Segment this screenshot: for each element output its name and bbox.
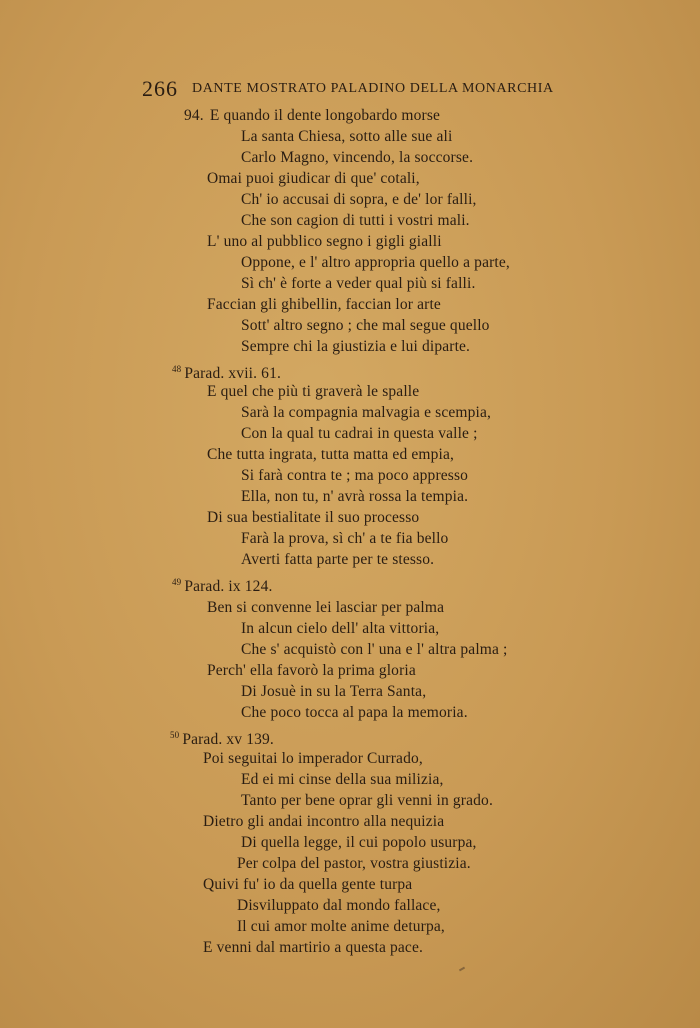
verse-line: Ch' io accusai di sopra, e de' lor falli, — [241, 191, 477, 208]
page-number: 266 — [142, 76, 178, 101]
footnote-number: 50 — [170, 730, 180, 740]
verse-line: Perch' ella favorò la prima gloria — [207, 662, 416, 679]
verse-line: Si farà contra te ; ma poco appresso — [241, 467, 469, 484]
verse-line: Sempre chi la giustizia e lui diparte. — [241, 338, 471, 355]
verse-line: Di sua bestialitate il suo processo — [207, 509, 420, 526]
verse-line: L' uno al pubblico segno i gigli gialli — [207, 233, 442, 250]
verse-line: La santa Chiesa, sotto alle sue ali — [241, 128, 453, 145]
verse-line: Con la qual tu cadrai in questa valle ; — [241, 425, 478, 442]
footnote-heading: $^{48}$ Parad. xvii. 61. — [172, 364, 281, 382]
verse-line: Il cui amor molte anime deturpa, — [237, 918, 445, 935]
verse-line: Omai puoi giudicar di que' cotali, — [207, 170, 420, 187]
verse-line: Che son cagion di tutti i vostri mali. — [241, 212, 470, 229]
verse-line: Per colpa del pastor, vostra giustizia. — [237, 855, 471, 872]
page-header — [142, 76, 582, 100]
verse-line: Carlo Magno, vincendo, la soccorse. — [241, 149, 474, 166]
verse-line: Di quella legge, il cui popolo usurpa, — [241, 834, 477, 851]
footnote-heading: $^{49}$ Parad. ix 124. — [172, 577, 273, 595]
verse-line: Ed ei mi cinse della sua milizia, — [241, 771, 444, 788]
verse-line: Che s' acquistò con l' una e l' altra palma ; — [241, 641, 508, 658]
verse-line: Dietro gli andai incontro alla nequizia — [203, 813, 445, 830]
verse-line: Faccian gli ghibellin, faccian lor arte — [207, 296, 441, 313]
note-number: 94. — [184, 107, 204, 124]
verse-line: E quel che più ti graverà le spalle — [207, 383, 420, 400]
verse-line: Oppone, e l' altro appropria quello a parte, — [241, 254, 510, 271]
verse-line: Quivi fu' io da quella gente turpa — [203, 876, 413, 893]
footnote-heading: $^{50}$ Parad. xv 139. — [170, 730, 274, 748]
verse-line: Tanto per bene oprar gli venni in grado. — [241, 792, 493, 809]
verse-line: Di Josuè in su la Terra Santa, — [241, 683, 427, 700]
verse-line: 94. E quando il dente longobardo morse — [184, 107, 441, 124]
verse-line: Farà la prova, sì ch' a te fia bello — [241, 530, 449, 547]
running-title: DANTE MOSTRATO PALADINO DELLA MONARCHIA — [192, 81, 554, 96]
verse-line: Sarà la compagnia malvagia e scempia, — [241, 404, 492, 421]
verse-line: E venni dal martirio a questa pace. — [203, 939, 424, 956]
verse-line: Averti fatta parte per te stesso. — [241, 551, 435, 568]
verse-line: Sott' altro segno ; che mal segue quello — [241, 317, 490, 334]
verse-line: Che tutta ingrata, tutta matta ed empia, — [207, 446, 455, 463]
verse-line: Ella, non tu, n' avrà rossa la tempia. — [241, 488, 469, 505]
verse-line: Sì ch' è forte a veder qual più si falli. — [241, 275, 476, 292]
footnote-number: 48 — [172, 364, 182, 374]
verse-line: Poi seguitai lo imperador Currado, — [203, 750, 423, 767]
verse-line: Che poco tocca al papa la memoria. — [241, 704, 468, 721]
ink-speck — [459, 967, 465, 972]
verse-line: Ben si convenne lei lasciar per palma — [207, 599, 445, 616]
verse-line: Disviluppato dal mondo fallace, — [237, 897, 441, 914]
footnote-number: 49 — [172, 577, 182, 587]
verse-line: In alcun cielo dell' alta vittoria, — [241, 620, 440, 637]
